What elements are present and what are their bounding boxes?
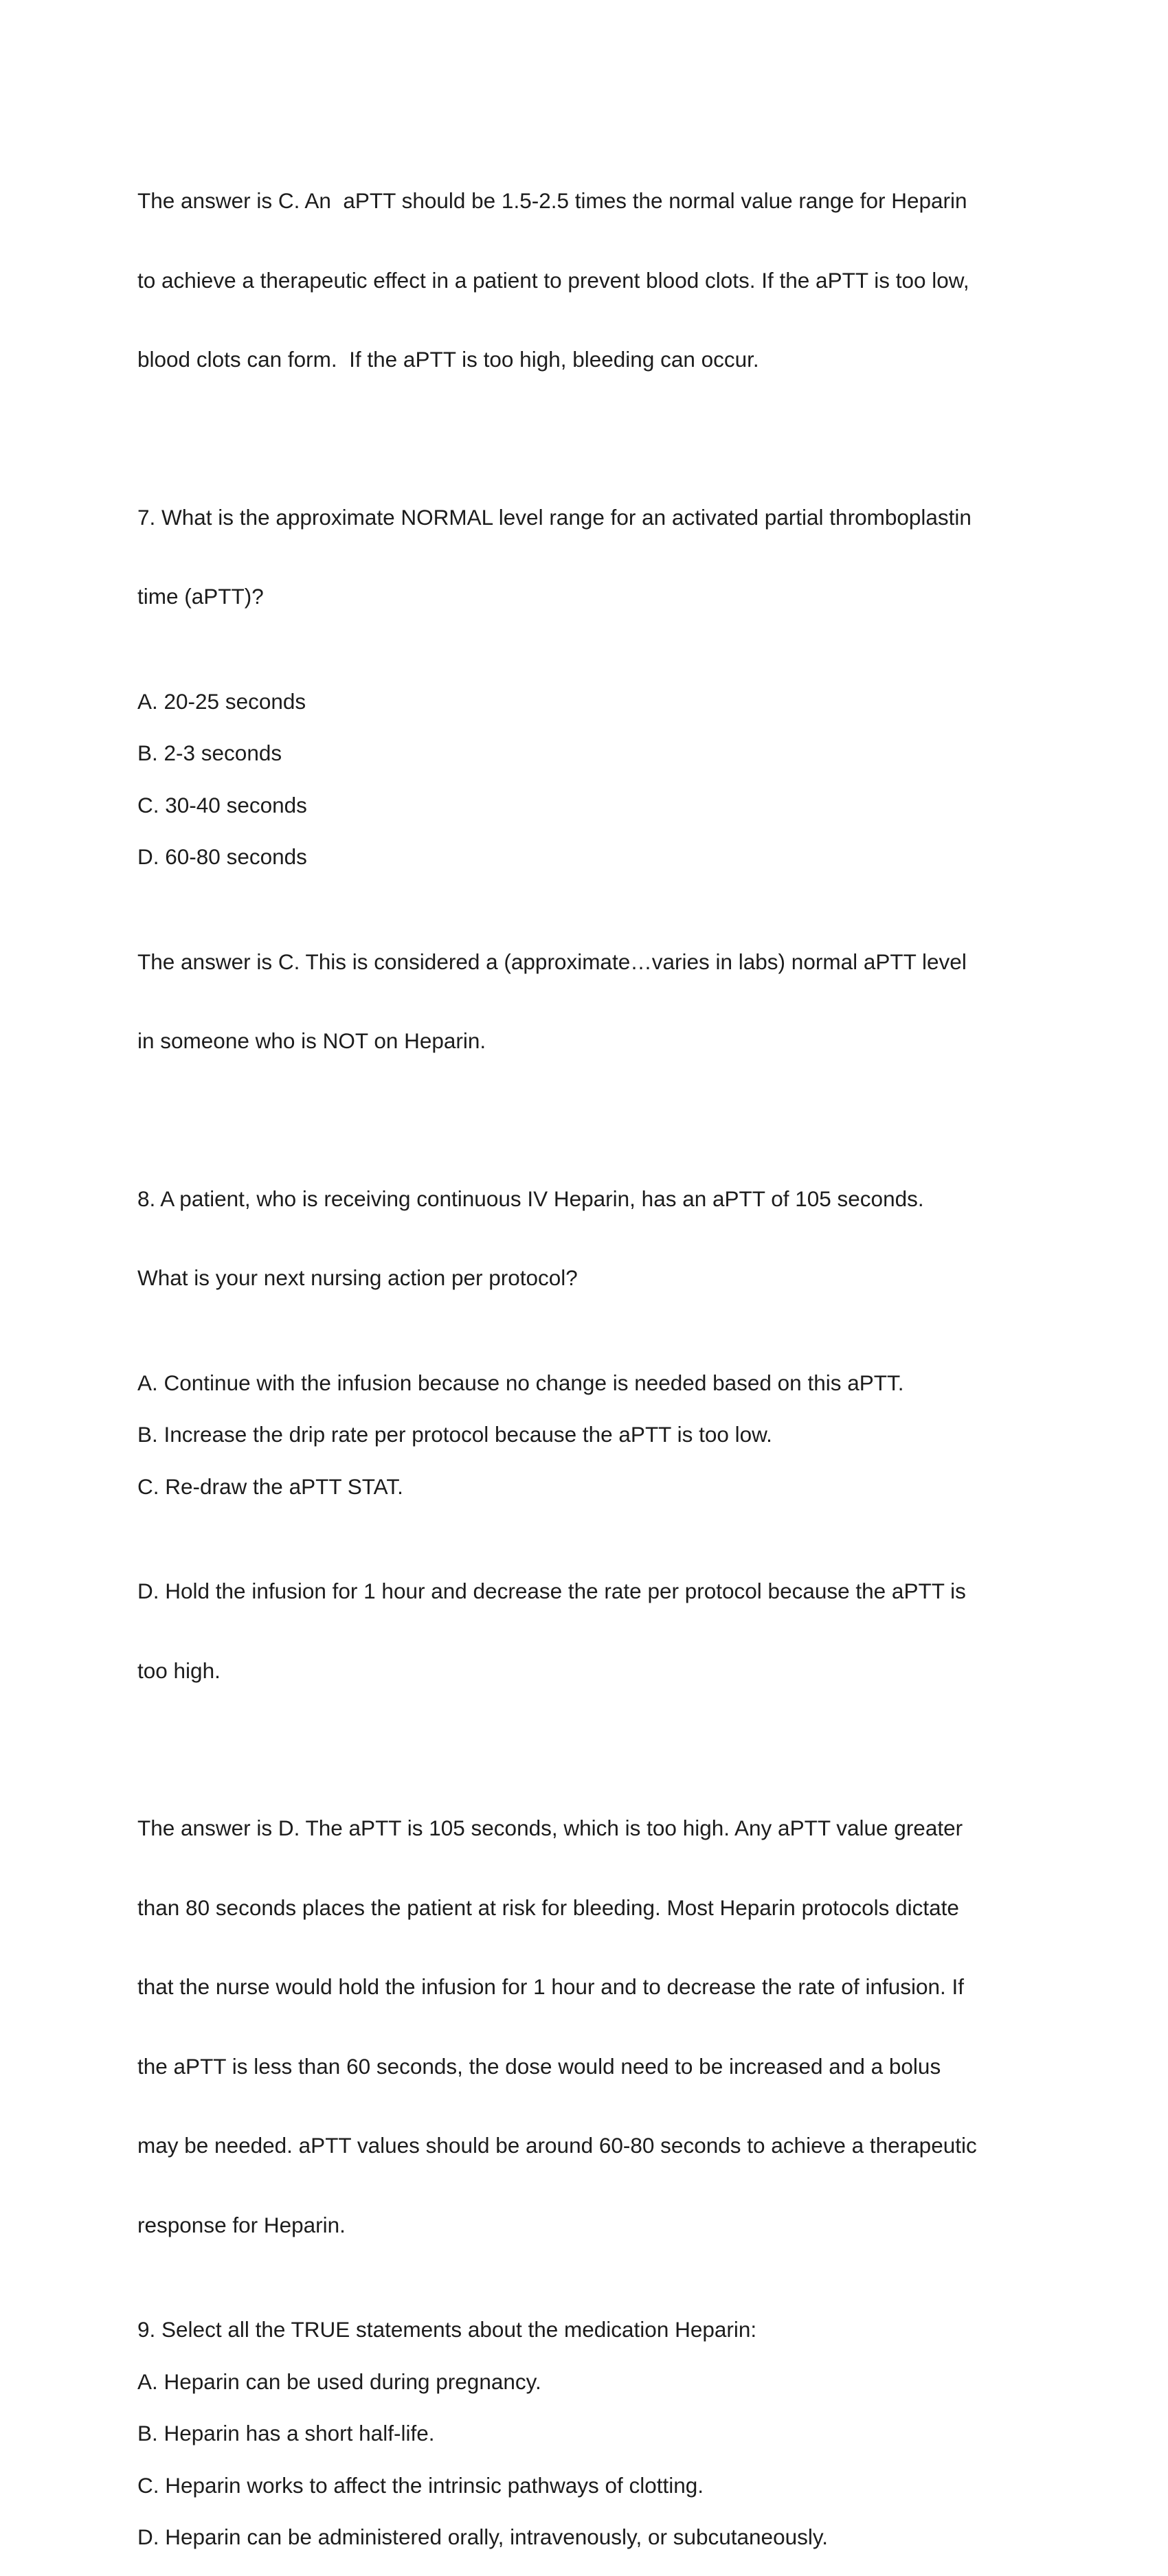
answer-6-paragraph [137,135,1037,426]
q7-option-d: D. 60-80 seconds [137,844,307,869]
text-line: that the nurse would hold the infusion for 1 hour and to decrease the rate of infusion. If [137,1974,965,1999]
text-line: What is your next nursing action per protocol? [137,1265,578,1290]
text-line: in someone who is NOT on Heparin. [137,1028,486,1053]
question-8 [137,1133,1037,1344]
text-line: The answer is D. The aPTT is 105 seconds, which is too high. Any aPTT value greater [137,1816,963,1840]
q8-option-b: B. Increase the drip rate per protocol because the aPTT is too low. [137,1422,772,1447]
text-line: the aPTT is less than 60 seconds, the dose would need to be increased and a bolus [137,2053,941,2079]
text-line: The answer is C. An aPTT should be 1.5-2.5 times the normal value range for Heparin [137,188,967,213]
q8-option-d [137,1525,1037,1737]
text-line: to achieve a therapeutic effect in a patient to prevent blood clots. If the aPTT is too low, [137,267,969,293]
text-line: time (aPTT)? [137,584,264,609]
text-line: D. Hold the infusion for 1 hour and decrease the rate per protocol because the aPTT is [137,1579,966,1603]
text-line: The answer is C. This is considered a (approximate…varies in labs) normal aPTT level [137,949,967,974]
document-page [137,135,1037,2576]
text-line: 8. A patient, who is receiving continuous IV Heparin, has an aPTT of 105 seconds. [137,1186,924,1211]
text-line: response for Heparin. [137,2212,346,2237]
answer-8-paragraph [137,1762,1037,2291]
q8-option-a: A. Continue with the infusion because no change is needed based on this aPTT. [137,1370,904,1395]
text-line: blood clots can form. If the aPTT is too high, bleeding can occur. [137,347,759,372]
text-line: than 80 seconds places the patient at risk for bleeding. Most Heparin protocols dictate [137,1895,959,1920]
question-7 [137,451,1037,663]
q9-option-d: D. Heparin can be administered orally, intravenously, or subcutaneously. [137,2524,829,2549]
q7-option-b: B. 2-3 seconds [137,741,282,765]
q9-option-c: C. Heparin works to affect the intrinsic pathways of clotting. [137,2472,704,2498]
q9-option-a: A. Heparin can be used during pregnancy. [137,2369,541,2394]
text-line: may be needed. aPTT values should be around 60-80 seconds to achieve a therapeutic [137,2133,977,2158]
text-line: too high. [137,1658,221,1683]
answer-7-paragraph [137,896,1037,1107]
q7-option-a: A. 20-25 seconds [137,688,306,714]
question-9: 9. Select all the TRUE statements about the medication Heparin: [137,2317,757,2342]
q9-option-b: B. Heparin has a short half-life. [137,2421,435,2445]
q8-option-c: C. Re-draw the aPTT STAT. [137,1473,403,1499]
text-line: 7. What is the approximate NORMAL level range for an activated partial thromboplastin [137,504,972,530]
q7-option-c: C. 30-40 seconds [137,792,307,817]
